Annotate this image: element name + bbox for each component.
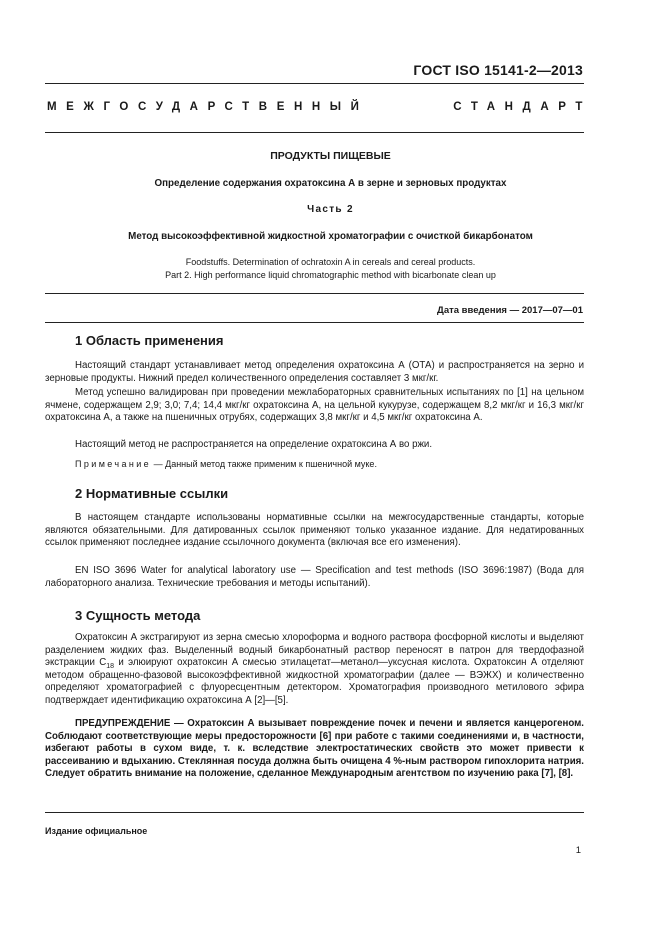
header-rule-top — [45, 83, 584, 84]
document-subtitle: Определение содержания охратоксина А в зерне и зерновых продуктах — [154, 178, 507, 189]
section-3-heading: 3 Сущность метода — [75, 608, 201, 623]
section-3-text-a: Охратоксин А экстрагируют из зерна смесью хлороформа и водного раствора фосфорной кислоты и выделяют разделением жидких фаз. Выделенный водный бикарбонатный раствор переносят в патрон для твердофазной экстракции C — [45, 632, 584, 668]
header-rule-bottom — [45, 132, 584, 133]
section-1-paragraph-2: Метод успешно валидирован при проведении межлабораторных сравнительных испытаниях по [1] на цельном ячмене, содержащем 2,9; 3,0; 7,4; 14,4 мкг/кг охратоксина А, на цельной кукурузе, содержащем 8,2 мкг/кг и 16,3 мкг/кг охратоксина А, а также на пшеничных отрубях, содержащих 3,8 мкг/кг и 4,5 мкг/кг охратоксина А. — [45, 387, 584, 423]
english-title — [45, 256, 616, 282]
section-3-paragraph-1 — [45, 632, 584, 707]
date-rule — [45, 322, 584, 323]
english-title-line-2: Part 2. High performance liquid chromatographic method with bicarbonate clean up — [165, 270, 496, 280]
title-rule — [45, 293, 584, 294]
document-title: ПРОДУКТЫ ПИЩЕВЫЕ — [270, 150, 391, 162]
banner-word-interstate: МЕЖГОСУДАРСТВЕННЫЙ — [47, 101, 369, 113]
document-method-title: Метод высокоэффективной жидкостной хроматографии с очисткой бикарбонатом — [128, 231, 533, 242]
section-3-subscript: 18 — [106, 662, 115, 670]
english-title-line-1: Foodstuffs. Determination of ochratoxin A in cereals and cereal products. — [185, 257, 476, 267]
section-1-paragraph-1: Настоящий стандарт устанавливает метод определения охратоксина А (ОТА) и распространяется на зерно и зерновые продукты. Нижний предел количественного определения составляет 3 мкг/кг. — [45, 360, 584, 384]
section-3-text-b: и элюируют охратоксин А смесью этилацетат—метанол—уксусная кислота. Охратоксин А отделяют методом обращенно-фазовой высокоэффективной жидкостной хроматографии (далее — ВЭЖХ) и количественно определяют хроматографией с флуоресцентным детектором. Хроматография производного метилового эфира подтверждает идентификацию охратоксина А [2]—[5]. — [45, 657, 584, 706]
page-number: 1 — [575, 845, 581, 856]
section-1-note — [75, 459, 377, 469]
document-part: Часть 2 — [307, 204, 354, 215]
note-text: — Данный метод также применим к пшеничной муке. — [151, 459, 377, 469]
section-2-heading: 2 Нормативные ссылки — [75, 486, 229, 501]
warning-paragraph: ПРЕДУПРЕЖДЕНИЕ — Охратоксин А вызывает повреждение почек и печени и является канцерогеном. Соблюдают соответствующие меры предосторожности [6] при работе с такими соединениями и, в частности, избегают работы в сухом виде, т. к. вследствие электростатических свойств это может привести к рассеиванию и вдыханию. Стеклянная посуда должна быть очищена 4 %-ным раствором гипохлорита натрия. Следует обратить внимание на положение, сделанное Международным агентством по изучению рака [7], [8]. — [45, 718, 584, 779]
banner-word-standard: СТАНДАРТ — [453, 101, 592, 113]
standard-banner — [47, 101, 592, 113]
section-2-paragraph-2: EN ISO 3696 Water for analytical laboratory use — Specification and test methods (ISO 3696:1987) (Вода для лабораторного анализа. Технические требования и методы испытаний). — [45, 565, 584, 589]
section-2-paragraph-1: В настоящем стандарте использованы нормативные ссылки на межгосударственные стандарты, которые являются обязательными. Для датированных ссылок применяют только указанное издание. Для недатированных ссылок применяют последнее издание ссылочного документа (включая все его изменения). — [45, 512, 584, 548]
official-edition-label: Издание официальное — [45, 826, 148, 836]
gost-code: ГОСТ ISO 15141-2—2013 — [413, 62, 583, 78]
introduction-date: Дата введения — 2017—07—01 — [437, 305, 583, 316]
section-1-heading: 1 Область применения — [75, 333, 224, 348]
footer-rule — [45, 812, 584, 813]
note-label: Примечание — [75, 459, 152, 469]
section-1-paragraph-3: Настоящий метод не распространяется на определение охратоксина А во ржи. — [75, 439, 433, 450]
